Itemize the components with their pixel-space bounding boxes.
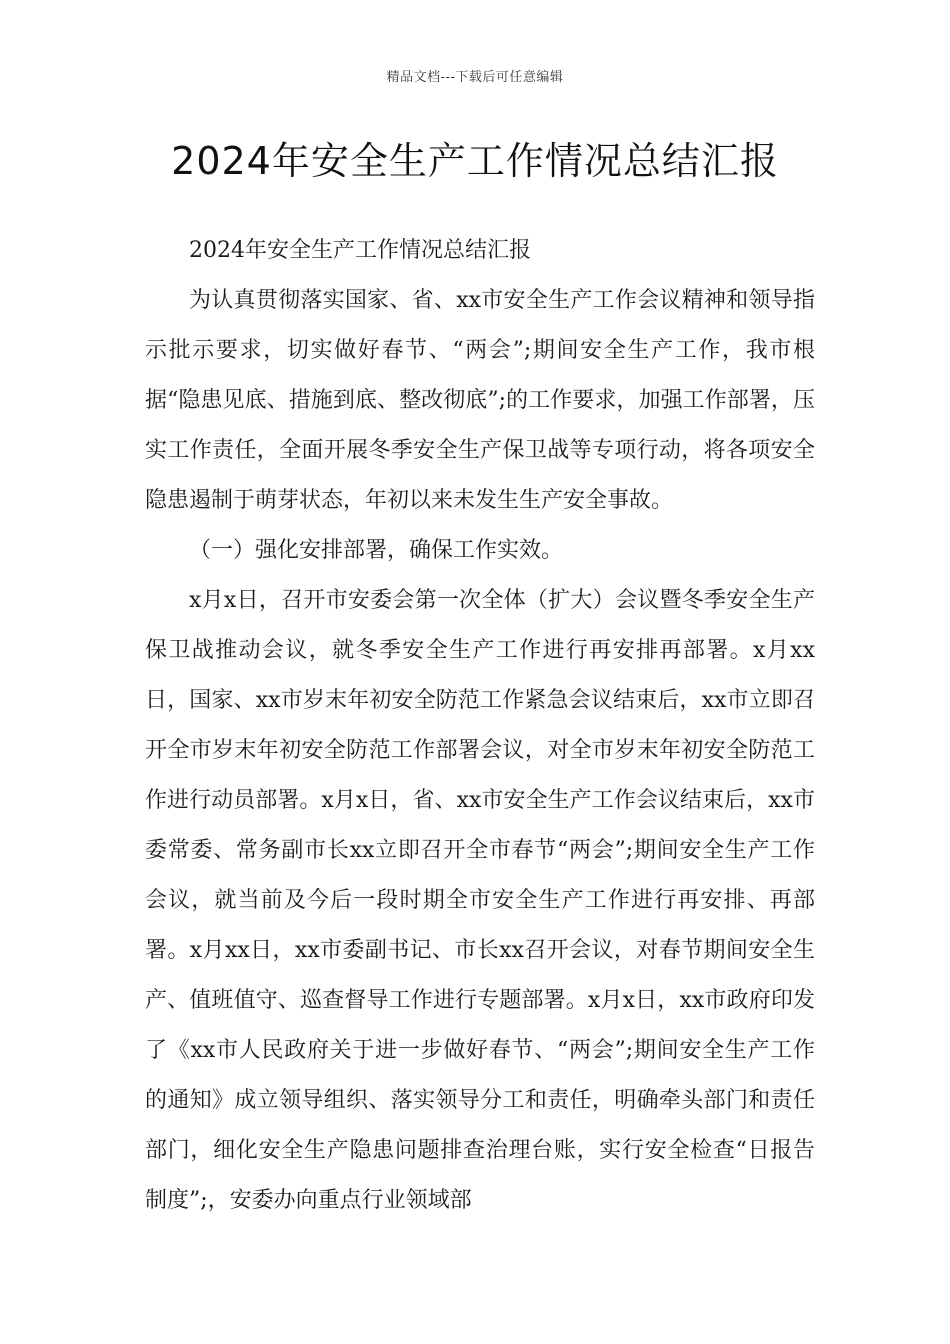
paragraph-section-1: x月x日，召开市安委会第一次全体（扩大）会议暨冬季安全生产保卫战推动会议，就冬季安全生产工作进行再安排再部署。x月xx日，国家、xx市岁末年初安全防范工作紧急会议结束后，xx市立即召开全市岁末年初安全防范工作部署会议，对全市岁末年初安全防范工作进行动员部署。x月x日，省、xx市安全生产工作会议结束后，xx市委常委、常务副市长xx立即召开全市春节“两会”;期间安全生产工作会议，就当前及今后一段时期全市安全生产工作进行再安排、再部署。x月xx日，xx市委副书记、市长xx召开会议，对春节期间安全生产、值班值守、巡查督导工作进行专题部署。x月x日，xx市政府印发了《xx市人民政府关于进一步做好春节、“两会”;期间安全生产工作的通知》成立领导组织、落实领导分工和责任，明确牵头部门和责任部门，细化安全生产隐患问题排查治理台账，实行安全检查“日报告制度”;，安委办向重点行业领域部 bbox=[145, 588, 815, 1213]
section-heading: （一）强化安排部署，确保工作实效。 bbox=[189, 538, 564, 563]
document-body bbox=[145, 226, 815, 1226]
header-note: 精品文档---下载后可任意编辑 bbox=[386, 70, 564, 85]
paragraph-subtitle: 2024年安全生产工作情况总结汇报 bbox=[189, 238, 531, 263]
document-title: 2024年安全生产工作情况总结汇报 bbox=[171, 139, 779, 183]
paragraph-intro: 为认真贯彻落实国家、省、xx市安全生产工作会议精神和领导指示批示要求，切实做好春节、“两会”;期间安全生产工作，我市根据“隐患见底、措施到底、整改彻底”;的工作要求，加强工作部署，压实工作责任，全面开展冬季安全生产保卫战等专项行动，将各项安全隐患遏制于萌芽状态，年初以来未发生生产安全事故。 bbox=[145, 288, 815, 513]
